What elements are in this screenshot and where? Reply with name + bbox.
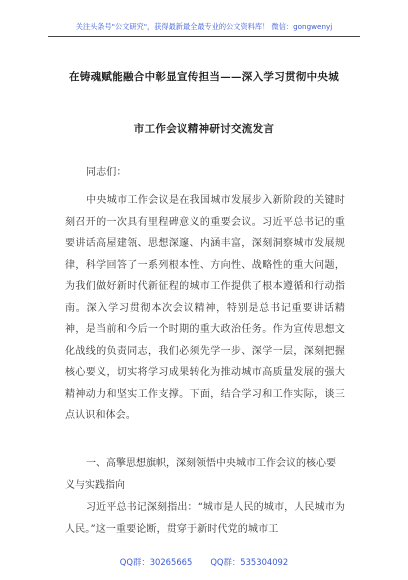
footer-qq-group-1: QQ群：30265665 <box>119 557 193 567</box>
body-paragraph-1: 中央城市工作会议是在我国城市发展步入新阶段的关键时刻召开的一次具有里程碑意义的重要会议。习近平总书记的重要讲话高屋建瓴、思想深邃、内涵丰富，深刻洞察城市发展规律，科学回答了一系列根本性、方向性、战略性的重大问题，为我们做好新时代新征程的城市工作提供了根本遵循和行动指南。深入学习贯彻本次会议精神，特别是总书记重要讲话精神，是当前和今后一个时期的重大政治任务。作为宣传思想文化战线的负责同志，我们必须先学一步、深学一层，深刻把握核心要义，切实将学习成果转化为推动城市高质量发展的强大精神动力和坚实工作支撑。下面，结合学习和工作实际，谈三点认识和体会。 <box>65 195 345 421</box>
body-paragraph-2: 习近平总书记深刻指出：“城市是人民的城市，人民城市为人民。”这一重要论断，贯穿于新时代党的城市工 <box>65 502 345 535</box>
greeting: 同志们： <box>86 167 127 178</box>
footer-qq-group-2: QQ群：535304092 <box>210 557 289 567</box>
page-footer <box>0 556 408 568</box>
page-header <box>48 14 360 37</box>
document-title-line-1: 在铸魂赋能融合中彰显宣传担当——深入学习贯彻中央城 <box>69 71 339 83</box>
section-heading-1: 一、高擎思想旗帜，深刻领悟中央城市工作会议的核心要义与实践指向 <box>65 458 336 491</box>
header-promo-text: 关注头条号"公文研究"，获得最新最全最专业的公文资料库！ 微信：gongwenyj <box>75 22 333 31</box>
document-title-line-2: 市工作会议精神研讨交流发言 <box>133 123 275 135</box>
